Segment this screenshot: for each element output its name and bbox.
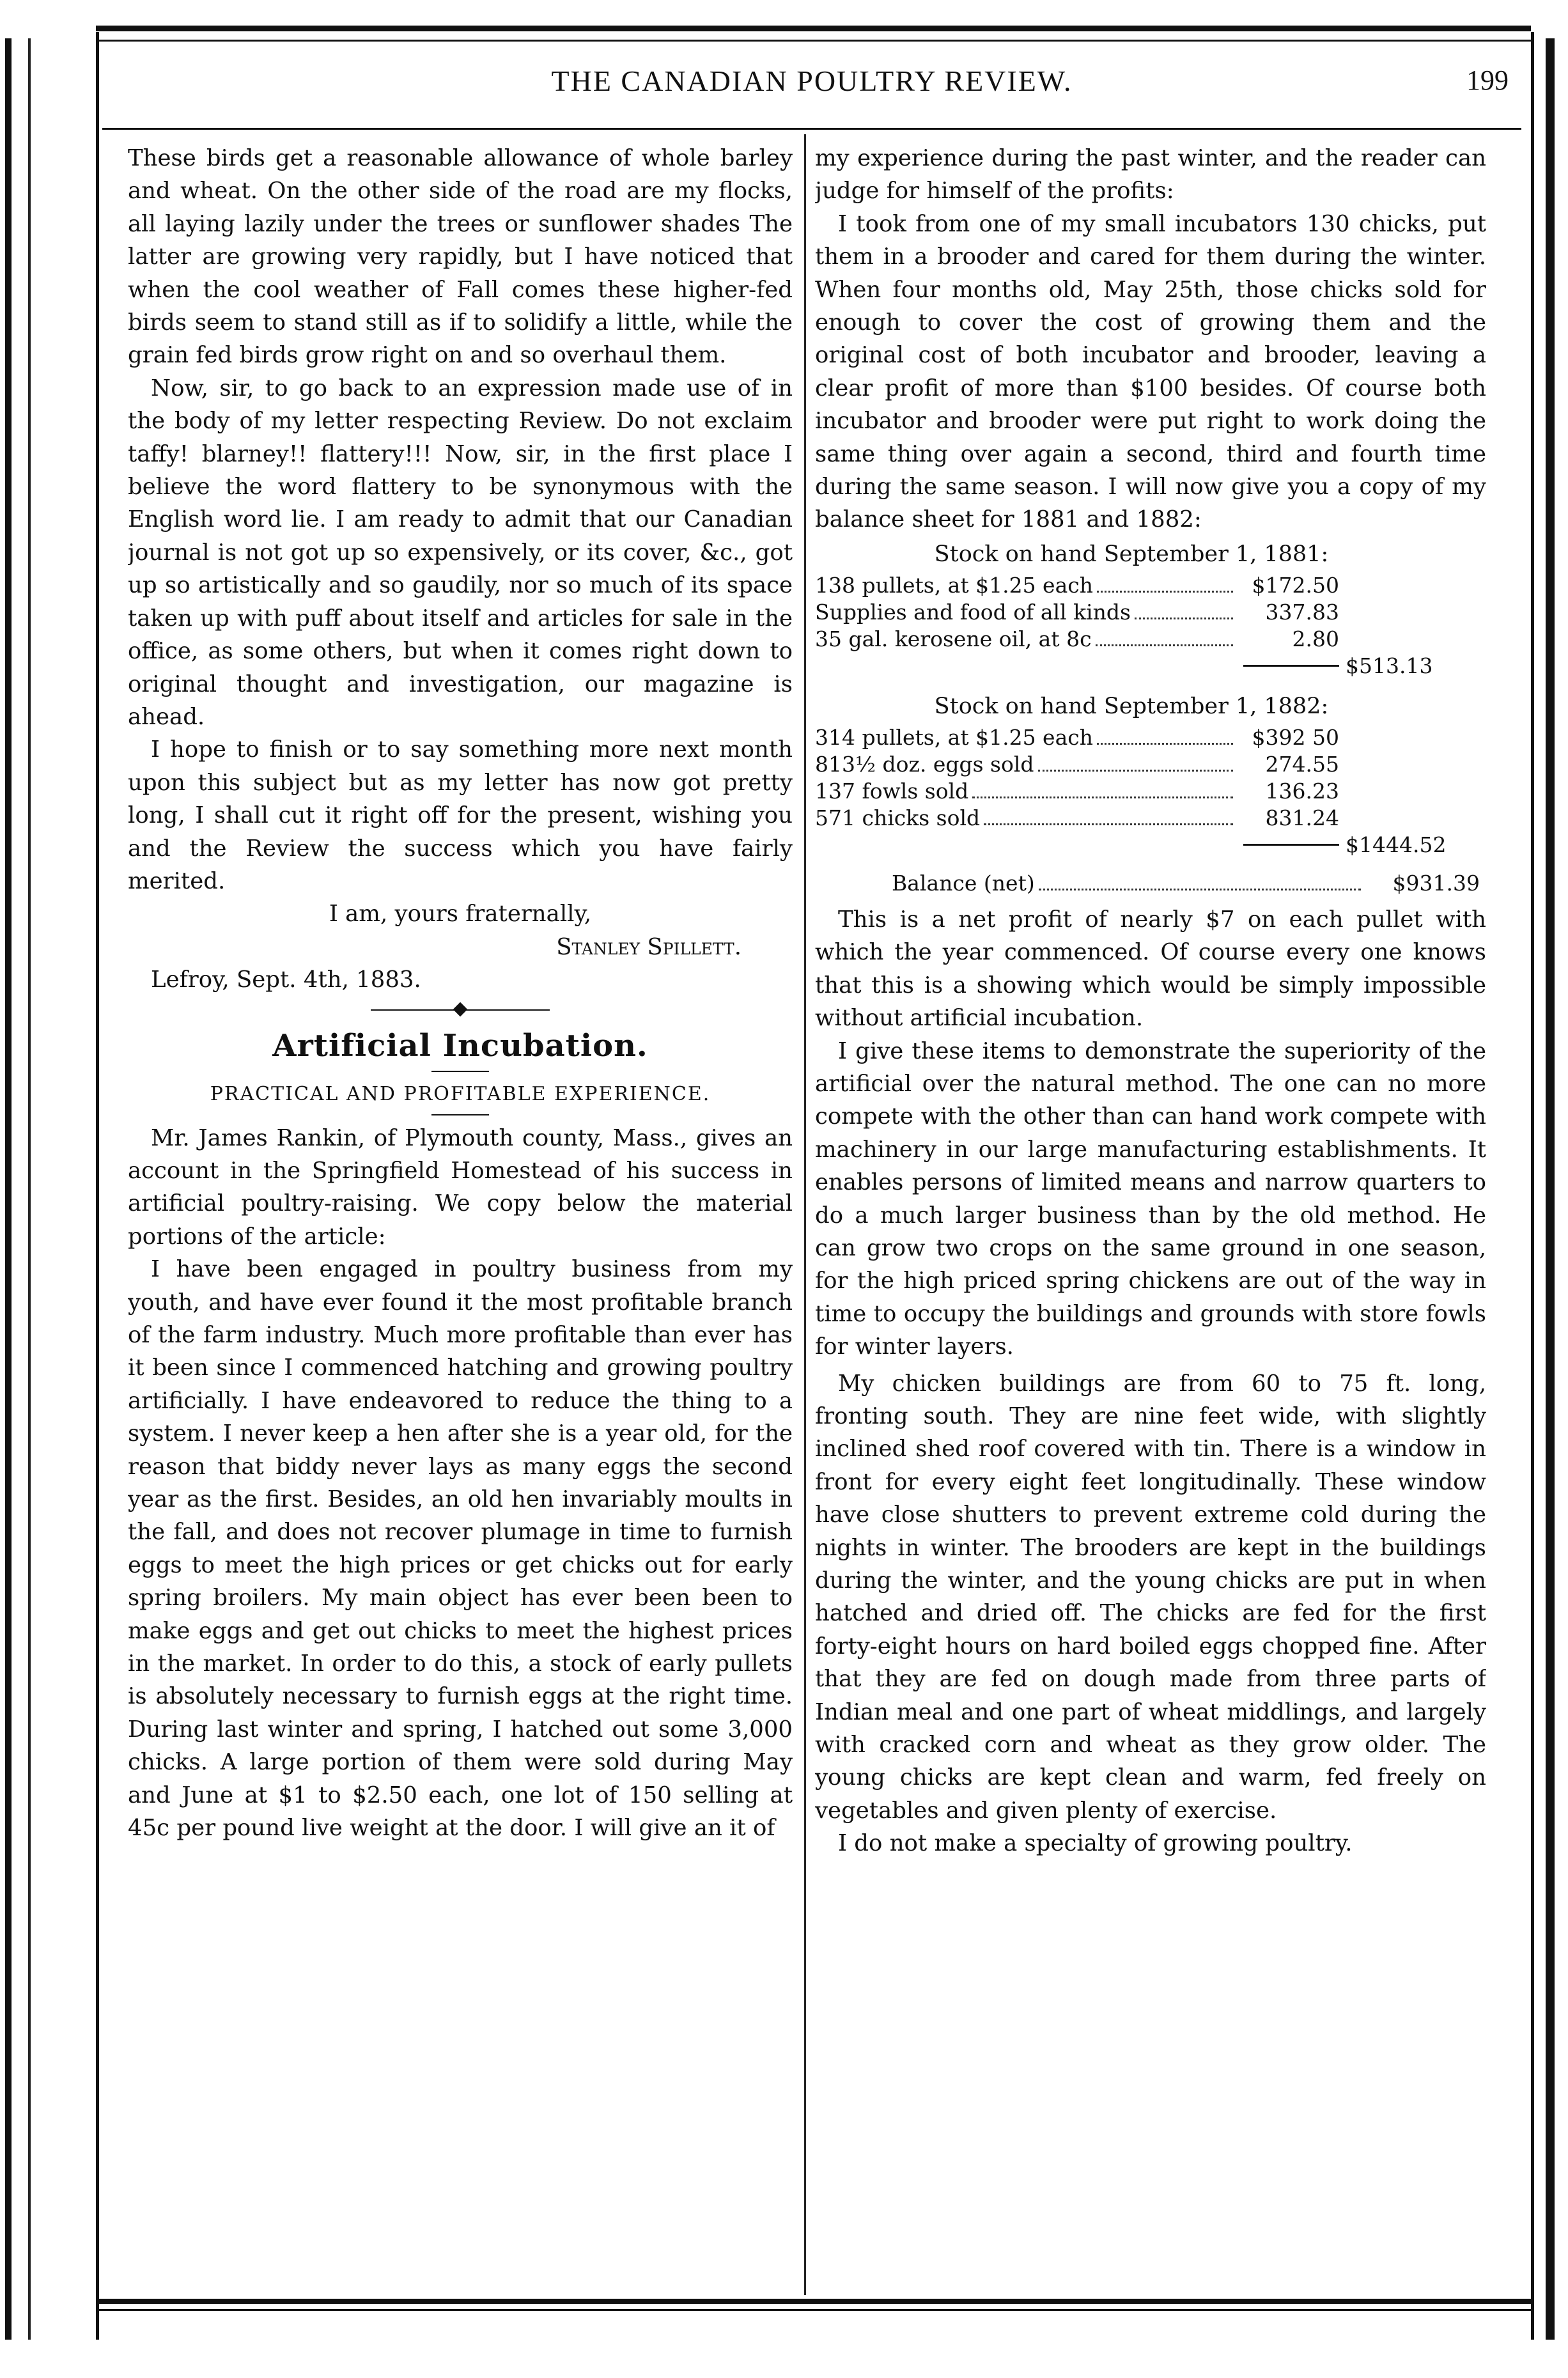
leader-dots	[1039, 889, 1361, 890]
row-label: Supplies and food of all kinds	[815, 599, 1131, 625]
top-rule-thin	[96, 40, 1531, 42]
balance-sheet-row	[815, 724, 1486, 751]
total-rule	[1243, 665, 1339, 667]
balance-sheet-row	[815, 751, 1486, 778]
journal-title: THE CANADIAN POULTRY REVIEW.	[551, 65, 1073, 97]
total-amount: $513.13	[1346, 653, 1433, 678]
running-header	[102, 64, 1521, 115]
balance-sheet-total	[815, 653, 1486, 680]
right-column	[815, 142, 1486, 2296]
paragraph: Mr. James Rankin, of Plymouth county, Mass., gives an account in the Springfield Homestead of his success in artificial poultry-raising. We copy below the material portions of the article:	[128, 1124, 793, 1250]
leader-dots	[984, 823, 1233, 825]
row-amount: 831.24	[1265, 805, 1339, 830]
title-rule	[431, 1071, 489, 1072]
balance-net	[815, 870, 1486, 897]
row-label: 35 gal. kerosene oil, at 8c	[815, 626, 1092, 651]
balance-sheet-1881	[815, 536, 1486, 680]
balance-sheet-row	[815, 805, 1486, 832]
row-label: 314 pullets, at $1.25 each	[815, 724, 1093, 750]
row-label: 571 chicks sold	[815, 805, 981, 830]
left-column	[128, 142, 793, 2296]
paragraph: my experience during the past winter, and the reader can judge for himself of the profits:	[815, 145, 1486, 205]
leader-dots	[1038, 770, 1233, 772]
row-amount: $172.50	[1252, 572, 1339, 598]
row-amount: 136.23	[1265, 778, 1339, 804]
balance-sheet-row	[815, 572, 1486, 599]
scan-edge-left-thin	[28, 38, 31, 2340]
bottom-rule-thin	[96, 2309, 1531, 2311]
balance-sheet-1882	[815, 688, 1486, 859]
row-label: 813½ doz. eggs sold	[815, 751, 1034, 777]
ornament-diamond	[453, 1002, 468, 1016]
bottom-rule	[96, 2299, 1531, 2304]
article-subtitle: PRACTICAL AND PROFITABLE EXPERIENCE.	[210, 1082, 711, 1105]
subtitle-rule	[431, 1114, 489, 1115]
page-number: 199	[1466, 65, 1509, 96]
paragraph: I took from one of my small incubators 130 chicks, put them in a brooder and cared for them during the winter. When four months old, May 25th, those chicks sold for enough to cover the cost of growing them and the original cost of both incubator and brooder, leaving a clear profit of more than $100 besides. Of course both incubator and brooder were put right to work doing the same thing over again a second, third and fourth time during the same season. I will now give you a copy of my balance sheet for 1881 and 1882:	[815, 210, 1486, 533]
balance-sheet-heading: Stock on hand September 1, 1881:	[934, 541, 1329, 567]
article-title: Artificial Incubation.	[272, 1027, 648, 1064]
paragraph: My chicken buildings are from 60 to 75 ft. long, fronting south. They are nine feet wide, with slightly inclined shed roof covered with tin. There is a window in front for every eight feet longitudinally. These window have close shutters to prevent extreme cold during the nights in winter. The brooders are kept in the buildings during the winter, and the young chicks are put in when hatched and dried off. The chicks are fed for the first forty-eight hours on hard boiled eggs chopped fine. After that they are fed on dough made from three parts of Indian meal and one part of wheat middlings, and largely with cracked corn and wheat as they grow older. The young chicks are kept clean and warm, fed freely on vegetables and given plenty of exercise.	[815, 1370, 1486, 1824]
letter-closing: I am, yours fraternally,	[329, 901, 592, 928]
balance-sheet-total	[815, 832, 1486, 859]
section-ornament	[128, 997, 793, 1022]
paragraph: This is a net profit of nearly $7 on each pullet with which the year commenced. Of course every one knows that this is a showing which would be simply impossible without artificial incubation.	[815, 906, 1486, 1032]
paragraph: These birds get a reasonable allowance of whole barley and wheat. On the other side of the road are my flocks, all laying lazily under the trees or sunflower shades The latter are growing very rapidly, but I have noticed that when the cool weather of Fall comes these higher-fed birds seem to stand still as if to solidify a little, while the grain fed birds grow right on and so overhaul them.	[128, 145, 793, 369]
total-rule	[1243, 844, 1339, 846]
balance-label: Balance (net)	[892, 870, 1035, 896]
paragraph: Now, sir, to go back to an expression made use of in the body of my letter respecting Review. Do not exclaim taffy! blarney!! flattery!!! Now, sir, in the first place I believe the word flattery to be synonymous with the English word lie. I am ready to admit that our Canadian journal is not got up so expensively, or its cover, &c., got up so artistically and so gaudily, nor so much of its space taken up with puff about itself and articles for sale in the office, as some others, but when it comes right down to original thought and investigation, our magazine is ahead.	[128, 375, 793, 730]
row-amount: $392 50	[1252, 724, 1339, 750]
row-amount: 337.83	[1265, 599, 1339, 625]
column-divider	[804, 134, 806, 2295]
scan-edge-right	[1546, 38, 1555, 2340]
balance-sheet-row	[815, 599, 1486, 626]
row-amount: 274.55	[1265, 751, 1339, 777]
paragraph: I do not make a specialty of growing poultry.	[838, 1830, 1353, 1857]
leader-dots	[1097, 591, 1233, 593]
letter-dateline: Lefroy, Sept. 4th, 1883.	[151, 967, 421, 993]
total-amount: $1444.52	[1346, 832, 1447, 857]
leader-dots	[1097, 743, 1233, 745]
top-rule	[96, 26, 1531, 31]
balance-sheet-row	[815, 778, 1486, 805]
leader-dots	[1096, 644, 1233, 646]
paragraph: I hope to finish or to say something more next month upon this subject but as my letter has now got pretty long, I shall cut it right off for the present, wishing you and the Review the success which you have fairly merited.	[128, 736, 793, 894]
row-label: 138 pullets, at $1.25 each	[815, 572, 1093, 598]
header-rule	[102, 128, 1521, 130]
balance-sheet-heading: Stock on hand September 1, 1882:	[934, 693, 1329, 719]
letter-signature: Stanley Spillett.	[556, 933, 741, 960]
leader-dots	[972, 797, 1233, 798]
row-label: 137 fowls sold	[815, 778, 969, 804]
paragraph: I have been engaged in poultry business from my youth, and have ever found it the most profitable branch of the farm industry. Much more profitable than ever has it been since I commenced hatching and growing poultry artificially. I have endeavored to reduce the thing to a system. I never keep a hen after she is a year old, for the reason that biddy never lays as many eggs the second year as the first. Besides, an old hen invariably moults in the fall, and does not recover plumage in time to furnish eggs to meet the high prices or get chicks out for early spring broilers. My main object has ever been been to make eggs and get out chicks to meet the highest prices in the market. In order to do this, a stock of early pullets is absolutely necessary to furnish eggs at the right time. During last winter and spring, I hatched out some 3,000 chicks. A large portion of them were sold during May and June at $1 to $2.50 each, one lot of 150 selling at 45c per pound live weight at the door. I will give an it of	[128, 1256, 793, 1842]
balance-amount: $931.39	[1392, 870, 1480, 896]
balance-sheet-row	[815, 626, 1486, 653]
paragraph: I give these items to demonstrate the superiority of the artificial over the natural method. The one can no more compete with the other than can hand work compete with machinery in our large manufacturing establishments. It enables persons of limited means and narrow quarters to do a much larger business than by the old method. He can grow two crops on the same ground in one season, for the high priced spring chickens are out of the way in time to occupy the buildings and grounds with store fowls for winter layers.	[815, 1037, 1486, 1360]
leader-dots	[1135, 618, 1233, 619]
row-amount: 2.80	[1292, 626, 1339, 651]
scan-edge-left	[5, 38, 12, 2340]
